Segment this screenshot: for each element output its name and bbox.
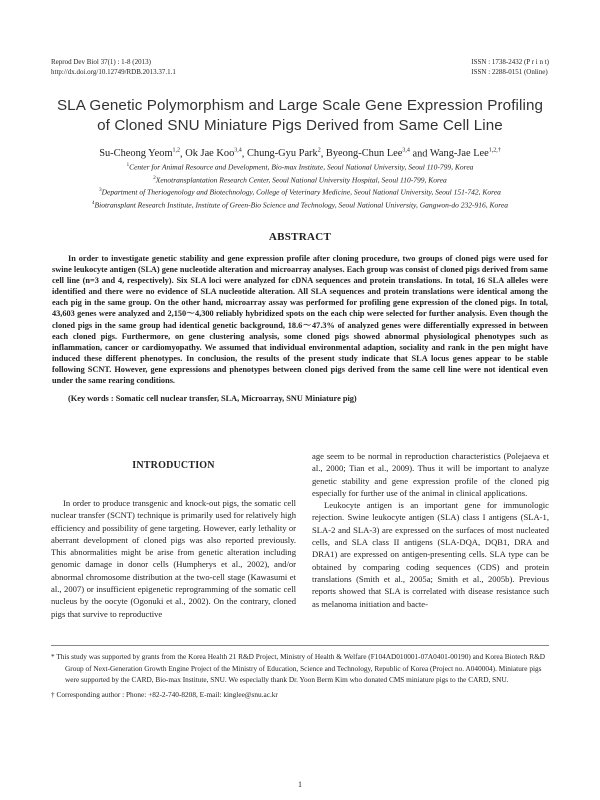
issn-print: ISSN : 1738-2432 (P r i n t) [471,58,549,66]
keywords: (Key words : Somatic cell nuclear transfer, SLA, Microarray, SNU Miniature pig) [68,394,357,403]
abstract-heading: ABSTRACT [268,231,332,243]
author: Chung-Gyu Park$^2$ [247,148,321,160]
body-column-right [312,450,549,610]
author: Ok Jae Koo$^{3,4}$ [185,148,242,160]
funding-footnote: * This study was supported by grants from the Korea Health 21 R&D Project, Ministry of Health & Welfare (F104AD010001-07A0401-00190) and Korea Biotech R&D Group of Next-Generation Growth Engine Project of the Ministry of Education, Science and Technology, Republic of Korea (Project no. A040004). Miniature pigs were supported by the CARD, Bio-max Institute, SNU. We especially thank Dr. Yoon Berm Kim who donated CMS miniature pigs to the CARD, SNU. [51,652,546,684]
corresponding-author-footnote: † Corresponding author : Phone: +82-2-740-8208, E-mail: kinglee@snu.ac.kr [51,689,278,699]
issn-online: ISSN : 2288-0151 (Online) [471,68,548,76]
footnotes [51,651,549,700]
paper-title [40,96,560,136]
page-number: 1 [298,780,302,789]
paper-title-line-2: of Cloned SNU Miniature Pigs Derived from Same Cell Line [97,117,503,134]
author: Wang-Jae Lee$^{1,2,\dagger}$ [429,148,501,160]
affiliation: $^4$Biotransplant Research Institute, Institute of Green-Bio Science and Technology, Seoul National University, Gangwon-do 232-916, Korea [92,200,508,209]
affiliation: $^3$Department of Theriogenology and Biotechnology, College of Veterinary Medicine, Seoul National University, Seoul 151-742, Korea [99,187,501,197]
intro-paragraph: In order to produce transgenic and knock-out pigs, the somatic cell nuclear transfer (SCNT) technique is primarily used for relatively high efficiency and possibility of gene targeting. However, early lethality or aberrant development of cloned pigs was also reported previously. This abnormalities might be arise from genetic alteration including genomic damage in donor cells (Humpherys et al., 2002), and/or abnormal chromosome distribution at the two-cell stage (Kawasumi et al., 2007) or insufficient epigenetic reprogramming of the somatic cell nucleus by the oocyte (Ogonuki et al., 2002). On the contrary, cloned pigs that survive to reproductive [51,498,296,619]
intro-paragraph: Leukocyte antigen is an important gene for immunologic rejection. Swine leukocyte antigen (SLA) class I antigens (SLA-1, SLA-2 and SLA-3) are expressed on the surfaces of most nucleated cells, and SLA class II antigens (SLA-DQA, DQB1, DRA and DRA1) are expressed on antigen-presenting cells. SLA type can be obtained by comparing coding sequences (CDS) and protein translations (Smith et al., 2005a; Smith et al., 2005b). Previous reports showed that SLA is correlated with disease resistance such as melanoma initiation and bacte- [312,500,549,609]
body-column-left [51,450,296,620]
author-list: Su-Cheong Yeom$^{1,2}$, Ok Jae Koo$^{3,4}$, Chung-Gyu Park$^2$, Byeong-Chun Lee$^{3,4}$ and Wang-Jae Lee$^{1,2,\dagger}$ [99,148,501,160]
abstract-body: In order to investigate genetic stability and gene expression profile after cloning procedure, two groups of cloned pigs were used for swine leukocyte antigen (SLA) gene nucleotide alteration and microarray analyses. Each group was consist of cloned pigs derived from same cell line (n=3 and 4, respectively). Six SLA loci were analyzed for cDNA sequences and protein translations. In total, 16 SLA alleles were identified and there were no evidence of SLA nucleotide alteration. All SLA sequences and protein translations were identical among the each pig in the same group. On the other hand, microarray assay was performed for profiling gene expression of the cloned pigs. In total, 43,603 genes were analyzed and 2,150～4,300 reliably hybridized spots on the each chip were selected for further analysis. Even though the cloned pigs in the same group had identical genetic background, 18.6～47.3% of analyzed genes were differentially expressed in between each cloned pigs. Furthermore, on gene clustering analysis, some cloned pigs showed abnormal physiological phenotypes such as inflammation, cancer or cardiomyopathy. We assumed that individual environmental adaption, sociality and rank in the pen might have induced these different phenotypes. In conclusion, the results of the present study indicate that SLA locus genes appear to be stable following SCNT. However, gene expressions and phenotypes between cloned pigs derived from the same cell line were not identical even under the same rearing conditions. [52,254,548,386]
footnote-divider [51,645,549,646]
journal-doi[interactable]: http://dx.doi.org/10.12749/RDB.2013.37.1.1 [51,68,176,76]
journal-citation [51,57,176,77]
author: Byeong-Chun Lee$^{3,4}$ [325,148,410,160]
journal-volume: Reprod Dev Biol 37(1) : 1-8 (2013) [51,58,151,66]
affiliation: $^1$Center for Animal Resource and Development, Bio-max Institute, Seoul National University, Seoul 110-799, Korea [126,162,474,172]
affiliation: $^2$Xenotransplantation Research Center, Seoul National University Hospital, Seoul 110-799, Korea [153,175,447,184]
journal-issn [471,57,549,77]
affiliation-list [40,160,560,210]
intro-paragraph-continued: age seem to be normal in reproduction characteristics (Polejaeva et al., 2000; Tian et al., 2009). Thus it will be important to analyze genetic stability and gene expression profile of the cloned pig especially for further use of the animal in clinical applications. [312,451,549,498]
author: Su-Cheong Yeom$^{1,2}$ [99,148,181,160]
section-heading-introduction: INTRODUCTION [132,460,215,471]
paper-title-line-1: SLA Genetic Polymorphism and Large Scale Gene Expression Profiling [56,97,544,114]
